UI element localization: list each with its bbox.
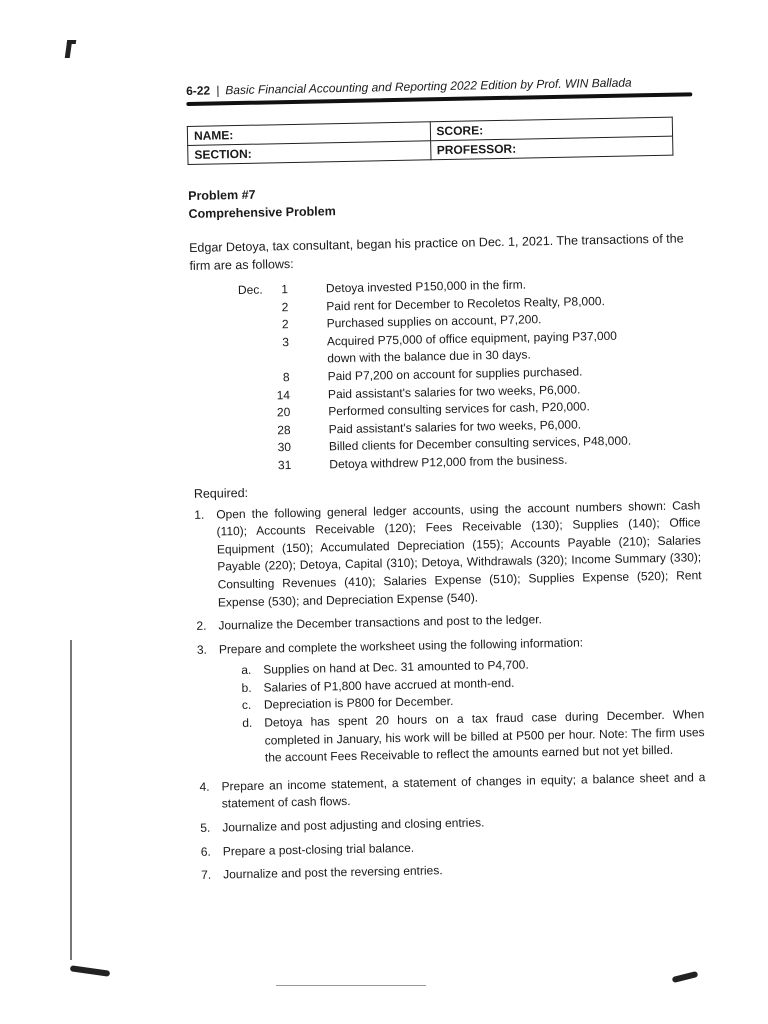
worksheet-info-list [241, 653, 705, 767]
requirement-text: Journalize and post adjusting and closing entries. [222, 815, 485, 835]
requirement-number: 5. [200, 820, 211, 835]
requirement-number: 4. [199, 779, 210, 794]
requirement-body [221, 769, 706, 813]
requirement-item [200, 810, 706, 837]
requirement-item [199, 769, 706, 814]
transaction-month [238, 317, 268, 335]
worksheet-info-letter: b. [241, 680, 252, 695]
transaction-month [240, 369, 270, 387]
scan-mark-bottom-right [672, 971, 699, 983]
requirement-text: Journalize and post the reversing entries. [223, 863, 443, 882]
requirement-text: Journalize the December transactions and post to the ledger. [218, 612, 543, 633]
transaction-day: 1 [281, 282, 289, 297]
transaction-day: 8 [282, 370, 290, 385]
requirement-item [201, 834, 707, 861]
problem-number: Problem #7 [188, 187, 256, 203]
transaction-month: Dec. [237, 282, 263, 298]
transaction-month [239, 334, 270, 370]
problem-title: Comprehensive Problem [188, 204, 336, 221]
section-field: SECTION: [188, 141, 431, 165]
problem-intro: Edgar Detoya, tax consultant, began his practice on Dec. 1, 2021. The transactions of the firm are as follows: [189, 231, 684, 273]
scan-mark-bottom-left [70, 965, 110, 977]
transaction-day: 28 [277, 422, 291, 438]
requirement-number: 3. [196, 642, 208, 657]
scan-edge-line [70, 640, 72, 960]
requirement-body [223, 834, 707, 861]
transaction-description: Paid P7,200 on account for supplies purchased. [327, 364, 583, 384]
requirement-number: 2. [196, 618, 207, 633]
transaction-description: Purchased supplies on account, P7,200. [326, 312, 542, 331]
requirement-body [222, 810, 706, 837]
requirement-text: Open the following general ledger accounts, using the account numbers shown: Cash (110); Accounts Receivable (120); Fees Receivable (130); Supplies (140); Office Equipment (150); Accumulated Depreciation (155); Accounts Payable (210); Salaries Payable (220); Detoya, Capital (310); Detoya, Withdrawals (320); Income Summary (330); Consulting Revenues (410); Salaries Expense (510); Supplies Expense (520); Rent Expense (530); and Depreciation Expense (540). [216, 497, 702, 609]
transaction-description: Paid assistant's salaries for two weeks, P6,000. [328, 417, 582, 437]
transaction-description: Detoya withdrew P12,000 from the business. [329, 452, 568, 472]
required-label: Required: [193, 485, 249, 501]
requirement-number: 1. [194, 507, 205, 522]
worksheet-info-letter: c. [241, 698, 252, 713]
worksheet-info-text: Supplies on hand at Dec. 31 amounted to P4,700. [263, 657, 529, 677]
worksheet-info-text: Depreciation is P800 for December. [263, 694, 454, 713]
transaction-list [238, 273, 700, 475]
header-separator: | [216, 83, 220, 98]
name-field: NAME: [187, 122, 430, 146]
worksheet-info-text: Detoya has spent 20 hours on a tax fraud case during December. When completed in January, his work will be billed at P500 per hour. Note: The firm uses the account Fees Receivable to reflect the amounts earned but not yet billed. [264, 707, 705, 765]
requirement-body [223, 857, 707, 884]
transaction-day: 20 [276, 405, 291, 420]
requirement-text: Prepare an income statement, a statement of changes in equity; a balance sheet and a statement of cash flows. [221, 770, 706, 811]
worksheet-info-letter: a. [241, 663, 252, 678]
requirement-body [216, 497, 702, 612]
worksheet-info-text: Salaries of P1,800 have accrued at month-end. [263, 675, 515, 695]
transaction-description: Paid rent for December to Recoletos Realty, P8,000. [326, 293, 605, 313]
requirement-number: 7. [201, 867, 212, 883]
transaction-description: Paid assistant's salaries for two weeks, P6,000. [327, 382, 581, 401]
transaction-day: 14 [276, 387, 291, 402]
transaction-month [240, 387, 270, 405]
transaction-day: 30 [277, 440, 292, 455]
transaction-day: 31 [277, 457, 292, 473]
transaction-description: Detoya invested P150,000 in the firm. [325, 277, 527, 296]
requirement-number: 6. [200, 844, 211, 859]
requirement-item [197, 632, 705, 773]
requirement-item [194, 497, 702, 612]
transaction-month [241, 440, 271, 458]
page-number: 6-22 [186, 83, 211, 98]
bottom-rule [276, 985, 426, 986]
transaction-month [241, 457, 271, 475]
document-page [186, 74, 707, 890]
requirement-body [218, 608, 702, 635]
worksheet-info-letter: d. [242, 715, 253, 731]
requirement-item [196, 608, 702, 635]
transaction-month [241, 422, 271, 440]
corner-binding-mark [65, 40, 73, 58]
transaction-month [238, 299, 268, 317]
transaction-day: 3 [282, 334, 290, 349]
score-field: SCORE: [430, 117, 673, 141]
transaction-description: Performed consulting services for cash, P20,000. [328, 399, 590, 419]
transaction-month [240, 405, 270, 423]
student-info-table [187, 117, 674, 165]
worksheet-info-item [242, 706, 705, 768]
transaction-day: 2 [281, 299, 289, 314]
requirement-body [219, 632, 705, 772]
requirement-text: Prepare and complete the worksheet using the following information: [218, 635, 584, 657]
requirements-list [194, 497, 707, 885]
professor-field: PROFESSOR: [430, 136, 673, 160]
book-title: Basic Financial Accounting and Reporting 2022 Edition by Prof. WIN Ballada [225, 75, 632, 98]
transaction-description: Acquired P75,000 of office equipment, paying P37,000 down with the balance due in 30 days. [326, 328, 618, 366]
transaction-day: 2 [281, 317, 289, 332]
requirement-item [201, 857, 707, 884]
transaction-description: Billed clients for December consulting services, P48,000. [328, 433, 632, 454]
requirement-text: Prepare a post-closing trial balance. [222, 840, 415, 859]
